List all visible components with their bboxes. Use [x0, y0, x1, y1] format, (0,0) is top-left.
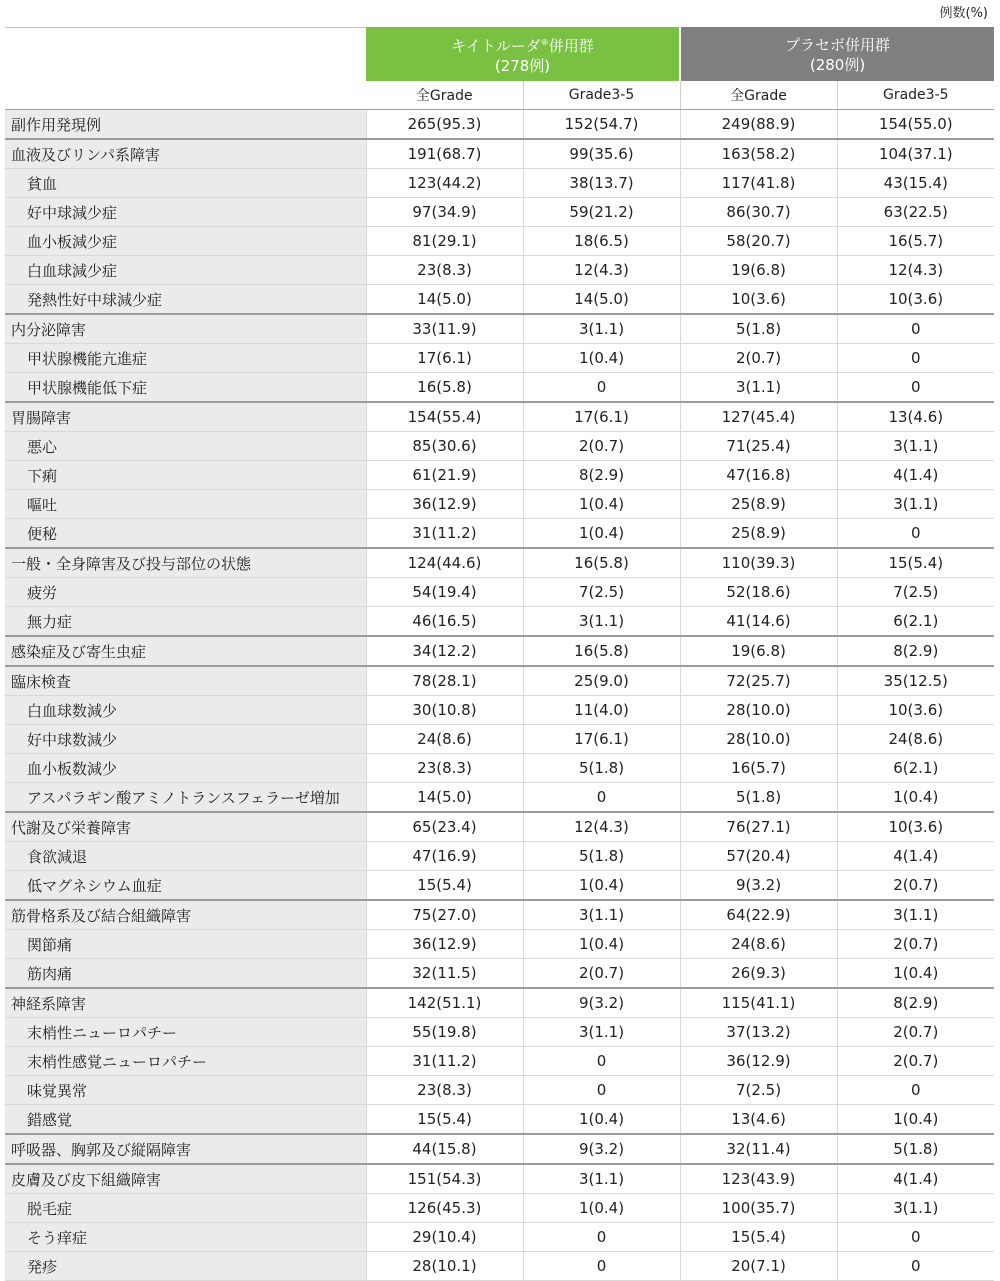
row-label: 味覚異常: [5, 1076, 366, 1105]
value-cell: 86(30.7): [680, 198, 837, 227]
value-cell: 3(1.1): [523, 1018, 680, 1047]
row-label: 血小板数減少: [5, 754, 366, 783]
value-cell: 32(11.5): [366, 959, 523, 989]
value-cell: 36(12.9): [366, 490, 523, 519]
row-label: 食欲減退: [5, 842, 366, 871]
value-cell: 3(1.1): [837, 1194, 994, 1223]
table-row: [5, 1076, 994, 1105]
table-row: [5, 871, 994, 901]
row-label: 内分泌障害: [5, 314, 366, 344]
value-cell: 124(44.6): [366, 548, 523, 578]
table-row: [5, 110, 994, 140]
value-cell: 1(0.4): [523, 519, 680, 549]
value-cell: 28(10.1): [366, 1252, 523, 1281]
value-cell: 6(2.1): [837, 754, 994, 783]
value-cell: 33(11.9): [366, 314, 523, 344]
row-label: 下痢: [5, 461, 366, 490]
row-label: 好中球数減少: [5, 725, 366, 754]
row-label: 貧血: [5, 169, 366, 198]
value-cell: 31(11.2): [366, 1047, 523, 1076]
value-cell: 17(6.1): [366, 344, 523, 373]
value-cell: 123(43.9): [680, 1164, 837, 1194]
value-cell: 2(0.7): [837, 1047, 994, 1076]
value-cell: 17(6.1): [523, 725, 680, 754]
value-cell: 126(45.3): [366, 1194, 523, 1223]
table-row: [5, 1047, 994, 1076]
value-cell: 1(0.4): [837, 959, 994, 989]
table-row: [5, 900, 994, 930]
value-cell: 2(0.7): [680, 344, 837, 373]
value-cell: 44(15.8): [366, 1134, 523, 1164]
value-cell: 16(5.8): [523, 548, 680, 578]
value-cell: 3(1.1): [523, 314, 680, 344]
value-cell: 2(0.7): [837, 930, 994, 959]
value-cell: 142(51.1): [366, 988, 523, 1018]
row-label: 便秘: [5, 519, 366, 549]
value-cell: 17(6.1): [523, 402, 680, 432]
value-cell: 75(27.0): [366, 900, 523, 930]
table-row: [5, 227, 994, 256]
row-label: 感染症及び寄生虫症: [5, 636, 366, 666]
value-cell: 10(3.6): [837, 285, 994, 315]
value-cell: 115(41.1): [680, 988, 837, 1018]
value-cell: 154(55.4): [366, 402, 523, 432]
value-cell: 24(8.6): [837, 725, 994, 754]
subheader-grade35-b: Grade3-5: [837, 81, 994, 110]
value-cell: 4(1.4): [837, 461, 994, 490]
value-cell: 35(12.5): [837, 666, 994, 696]
value-cell: 26(9.3): [680, 959, 837, 989]
row-label: 悪心: [5, 432, 366, 461]
table-row: [5, 169, 994, 198]
table-row: [5, 842, 994, 871]
value-cell: 38(13.7): [523, 169, 680, 198]
value-cell: 71(25.4): [680, 432, 837, 461]
value-cell: 5(1.8): [837, 1134, 994, 1164]
value-cell: 55(19.8): [366, 1018, 523, 1047]
value-cell: 19(6.8): [680, 256, 837, 285]
value-cell: 5(1.8): [523, 842, 680, 871]
value-cell: 13(4.6): [837, 402, 994, 432]
table-row: [5, 1164, 994, 1194]
value-cell: 0: [523, 1047, 680, 1076]
table-row: [5, 461, 994, 490]
group-b-n: (280例): [809, 55, 866, 74]
value-cell: 1(0.4): [523, 1194, 680, 1223]
value-cell: 1(0.4): [523, 1105, 680, 1135]
value-cell: 23(8.3): [366, 1076, 523, 1105]
row-label: 関節痛: [5, 930, 366, 959]
value-cell: 24(8.6): [680, 930, 837, 959]
value-cell: 99(35.6): [523, 139, 680, 169]
value-cell: 127(45.4): [680, 402, 837, 432]
value-cell: 249(88.9): [680, 110, 837, 140]
row-label: 発熱性好中球減少症: [5, 285, 366, 315]
table-row: [5, 754, 994, 783]
group-header-row: [5, 28, 994, 82]
group-a-n: (278例): [494, 57, 551, 75]
table-row: [5, 812, 994, 842]
value-cell: 163(58.2): [680, 139, 837, 169]
value-cell: 37(13.2): [680, 1018, 837, 1047]
value-cell: 0: [837, 1252, 994, 1281]
value-cell: 24(8.6): [366, 725, 523, 754]
table-row: [5, 1134, 994, 1164]
row-label: 副作用発現例: [5, 110, 366, 140]
value-cell: 1(0.4): [523, 871, 680, 901]
value-cell: 36(12.9): [680, 1047, 837, 1076]
value-cell: 10(3.6): [680, 285, 837, 315]
row-label: 血小板減少症: [5, 227, 366, 256]
table-row: [5, 256, 994, 285]
value-cell: 54(19.4): [366, 578, 523, 607]
value-cell: 8(2.9): [523, 461, 680, 490]
value-cell: 1(0.4): [523, 930, 680, 959]
value-cell: 0: [523, 783, 680, 813]
row-label: 嘔吐: [5, 490, 366, 519]
group-b-name: プラセボ併用群: [785, 35, 891, 54]
value-cell: 123(44.2): [366, 169, 523, 198]
value-cell: 265(95.3): [366, 110, 523, 140]
table-row: [5, 1252, 994, 1281]
table-row: [5, 432, 994, 461]
value-cell: 3(1.1): [837, 490, 994, 519]
row-label: 筋骨格系及び結合組織障害: [5, 900, 366, 930]
value-cell: 13(4.6): [680, 1105, 837, 1135]
subheader-grade35-a: Grade3-5: [523, 81, 680, 110]
value-cell: 12(4.3): [523, 812, 680, 842]
table-row: [5, 607, 994, 637]
value-cell: 191(68.7): [366, 139, 523, 169]
value-cell: 36(12.9): [366, 930, 523, 959]
table-row: [5, 373, 994, 403]
table-row: [5, 1223, 994, 1252]
value-cell: 14(5.0): [366, 783, 523, 813]
value-cell: 16(5.7): [837, 227, 994, 256]
value-cell: 97(34.9): [366, 198, 523, 227]
value-cell: 9(3.2): [680, 871, 837, 901]
row-label: 神経系障害: [5, 988, 366, 1018]
table-row: [5, 314, 994, 344]
row-label: 脱毛症: [5, 1194, 366, 1223]
row-label: 血液及びリンパ系障害: [5, 139, 366, 169]
value-cell: 5(1.8): [523, 754, 680, 783]
value-cell: 10(3.6): [837, 696, 994, 725]
value-cell: 25(8.9): [680, 490, 837, 519]
value-cell: 2(0.7): [837, 871, 994, 901]
value-cell: 1(0.4): [523, 490, 680, 519]
value-cell: 0: [837, 373, 994, 403]
table-row: [5, 696, 994, 725]
table-row: [5, 666, 994, 696]
row-label: 発疹: [5, 1252, 366, 1281]
value-cell: 14(5.0): [523, 285, 680, 315]
row-label: 皮膚及び皮下組織障害: [5, 1164, 366, 1194]
value-cell: 63(22.5): [837, 198, 994, 227]
value-cell: 64(22.9): [680, 900, 837, 930]
table-row: [5, 578, 994, 607]
value-cell: 15(5.4): [366, 1105, 523, 1135]
table-row: [5, 490, 994, 519]
value-cell: 46(16.5): [366, 607, 523, 637]
value-cell: 151(54.3): [366, 1164, 523, 1194]
value-cell: 78(28.1): [366, 666, 523, 696]
row-label: 一般・全身障害及び投与部位の状態: [5, 548, 366, 578]
value-cell: 59(21.2): [523, 198, 680, 227]
table-row: [5, 725, 994, 754]
table-row: [5, 1194, 994, 1223]
value-cell: 58(20.7): [680, 227, 837, 256]
value-cell: 0: [837, 1223, 994, 1252]
value-cell: 25(8.9): [680, 519, 837, 549]
table-row: [5, 285, 994, 315]
value-cell: 12(4.3): [837, 256, 994, 285]
table-row: [5, 344, 994, 373]
value-cell: 81(29.1): [366, 227, 523, 256]
value-cell: 28(10.0): [680, 696, 837, 725]
row-label: 呼吸器、胸郭及び縦隔障害: [5, 1134, 366, 1164]
header-blank-cell: [5, 28, 366, 82]
value-cell: 3(1.1): [523, 607, 680, 637]
value-cell: 23(8.3): [366, 754, 523, 783]
value-cell: 104(37.1): [837, 139, 994, 169]
value-cell: 7(2.5): [837, 578, 994, 607]
value-cell: 7(2.5): [523, 578, 680, 607]
row-label: 胃腸障害: [5, 402, 366, 432]
value-cell: 154(55.0): [837, 110, 994, 140]
value-cell: 25(9.0): [523, 666, 680, 696]
group-a-name: キイトルーダ: [451, 37, 541, 55]
row-label: 甲状腺機能亢進症: [5, 344, 366, 373]
value-cell: 72(25.7): [680, 666, 837, 696]
value-cell: 31(11.2): [366, 519, 523, 549]
value-cell: 0: [837, 519, 994, 549]
table-row: [5, 636, 994, 666]
header-blank-cell: [5, 81, 366, 110]
value-cell: 15(5.4): [366, 871, 523, 901]
table-row: [5, 139, 994, 169]
value-cell: 32(11.4): [680, 1134, 837, 1164]
value-cell: 110(39.3): [680, 548, 837, 578]
adverse-reactions-table: [5, 27, 994, 1281]
value-cell: 23(8.3): [366, 256, 523, 285]
value-cell: 19(6.8): [680, 636, 837, 666]
value-cell: 1(0.4): [837, 783, 994, 813]
value-cell: 0: [837, 314, 994, 344]
value-cell: 1(0.4): [523, 344, 680, 373]
value-cell: 2(0.7): [523, 959, 680, 989]
row-label: 白血球数減少: [5, 696, 366, 725]
table-row: [5, 1105, 994, 1135]
value-cell: 47(16.8): [680, 461, 837, 490]
table-row: [5, 548, 994, 578]
row-label: アスパラギン酸アミノトランスフェラーゼ増加: [5, 783, 366, 813]
row-label: 末梢性感覚ニューロパチー: [5, 1047, 366, 1076]
value-cell: 0: [523, 373, 680, 403]
row-label: そう痒症: [5, 1223, 366, 1252]
value-cell: 6(2.1): [837, 607, 994, 637]
group-header-placebo: [680, 28, 994, 82]
row-label: 疲労: [5, 578, 366, 607]
row-label: 代謝及び栄養障害: [5, 812, 366, 842]
value-cell: 4(1.4): [837, 1164, 994, 1194]
value-cell: 2(0.7): [523, 432, 680, 461]
value-cell: 3(1.1): [523, 1164, 680, 1194]
table-row: [5, 783, 994, 813]
value-cell: 30(10.8): [366, 696, 523, 725]
row-label: 筋肉痛: [5, 959, 366, 989]
value-cell: 9(3.2): [523, 988, 680, 1018]
value-cell: 152(54.7): [523, 110, 680, 140]
value-cell: 3(1.1): [523, 900, 680, 930]
value-cell: 14(5.0): [366, 285, 523, 315]
value-cell: 61(21.9): [366, 461, 523, 490]
value-cell: 85(30.6): [366, 432, 523, 461]
value-cell: 0: [523, 1252, 680, 1281]
value-cell: 3(1.1): [837, 432, 994, 461]
value-cell: 5(1.8): [680, 314, 837, 344]
value-cell: 65(23.4): [366, 812, 523, 842]
row-label: 臨床検査: [5, 666, 366, 696]
value-cell: 29(10.4): [366, 1223, 523, 1252]
table-row: [5, 930, 994, 959]
table-row: [5, 402, 994, 432]
value-cell: 8(2.9): [837, 988, 994, 1018]
table-row: [5, 1018, 994, 1047]
value-cell: 9(3.2): [523, 1134, 680, 1164]
table-row: [5, 198, 994, 227]
value-cell: 8(2.9): [837, 636, 994, 666]
subheader-all-grade-a: 全Grade: [366, 81, 523, 110]
table-row: [5, 988, 994, 1018]
value-cell: 15(5.4): [680, 1223, 837, 1252]
row-label: 白血球減少症: [5, 256, 366, 285]
value-cell: 5(1.8): [680, 783, 837, 813]
value-cell: 3(1.1): [837, 900, 994, 930]
value-cell: 1(0.4): [837, 1105, 994, 1135]
unit-label: 例数(%): [939, 6, 988, 21]
row-label: 末梢性ニューロパチー: [5, 1018, 366, 1047]
group-header-keytruda: [366, 28, 680, 82]
value-cell: 11(4.0): [523, 696, 680, 725]
value-cell: 16(5.8): [523, 636, 680, 666]
table-row: [5, 959, 994, 989]
value-cell: 4(1.4): [837, 842, 994, 871]
value-cell: 15(5.4): [837, 548, 994, 578]
value-cell: 41(14.6): [680, 607, 837, 637]
value-cell: 76(27.1): [680, 812, 837, 842]
value-cell: 18(6.5): [523, 227, 680, 256]
value-cell: 10(3.6): [837, 812, 994, 842]
value-cell: 100(35.7): [680, 1194, 837, 1223]
value-cell: 0: [837, 1076, 994, 1105]
row-label: 錯感覚: [5, 1105, 366, 1135]
value-cell: 3(1.1): [680, 373, 837, 403]
value-cell: 34(12.2): [366, 636, 523, 666]
value-cell: 16(5.7): [680, 754, 837, 783]
subheader-all-grade-b: 全Grade: [680, 81, 837, 110]
row-label: 甲状腺機能低下症: [5, 373, 366, 403]
value-cell: 7(2.5): [680, 1076, 837, 1105]
value-cell: 16(5.8): [366, 373, 523, 403]
value-cell: 52(18.6): [680, 578, 837, 607]
value-cell: 0: [837, 344, 994, 373]
grade-header-row: [5, 81, 994, 110]
value-cell: 57(20.4): [680, 842, 837, 871]
registered-mark: ®: [540, 38, 549, 47]
value-cell: 47(16.9): [366, 842, 523, 871]
row-label: 低マグネシウム血症: [5, 871, 366, 901]
value-cell: 12(4.3): [523, 256, 680, 285]
value-cell: 0: [523, 1076, 680, 1105]
value-cell: 117(41.8): [680, 169, 837, 198]
value-cell: 20(7.1): [680, 1252, 837, 1281]
value-cell: 2(0.7): [837, 1018, 994, 1047]
table-row: [5, 519, 994, 549]
value-cell: 28(10.0): [680, 725, 837, 754]
value-cell: 43(15.4): [837, 169, 994, 198]
value-cell: 0: [523, 1223, 680, 1252]
group-a-suffix: 併用群: [548, 37, 594, 55]
row-label: 好中球減少症: [5, 198, 366, 227]
row-label: 無力症: [5, 607, 366, 637]
